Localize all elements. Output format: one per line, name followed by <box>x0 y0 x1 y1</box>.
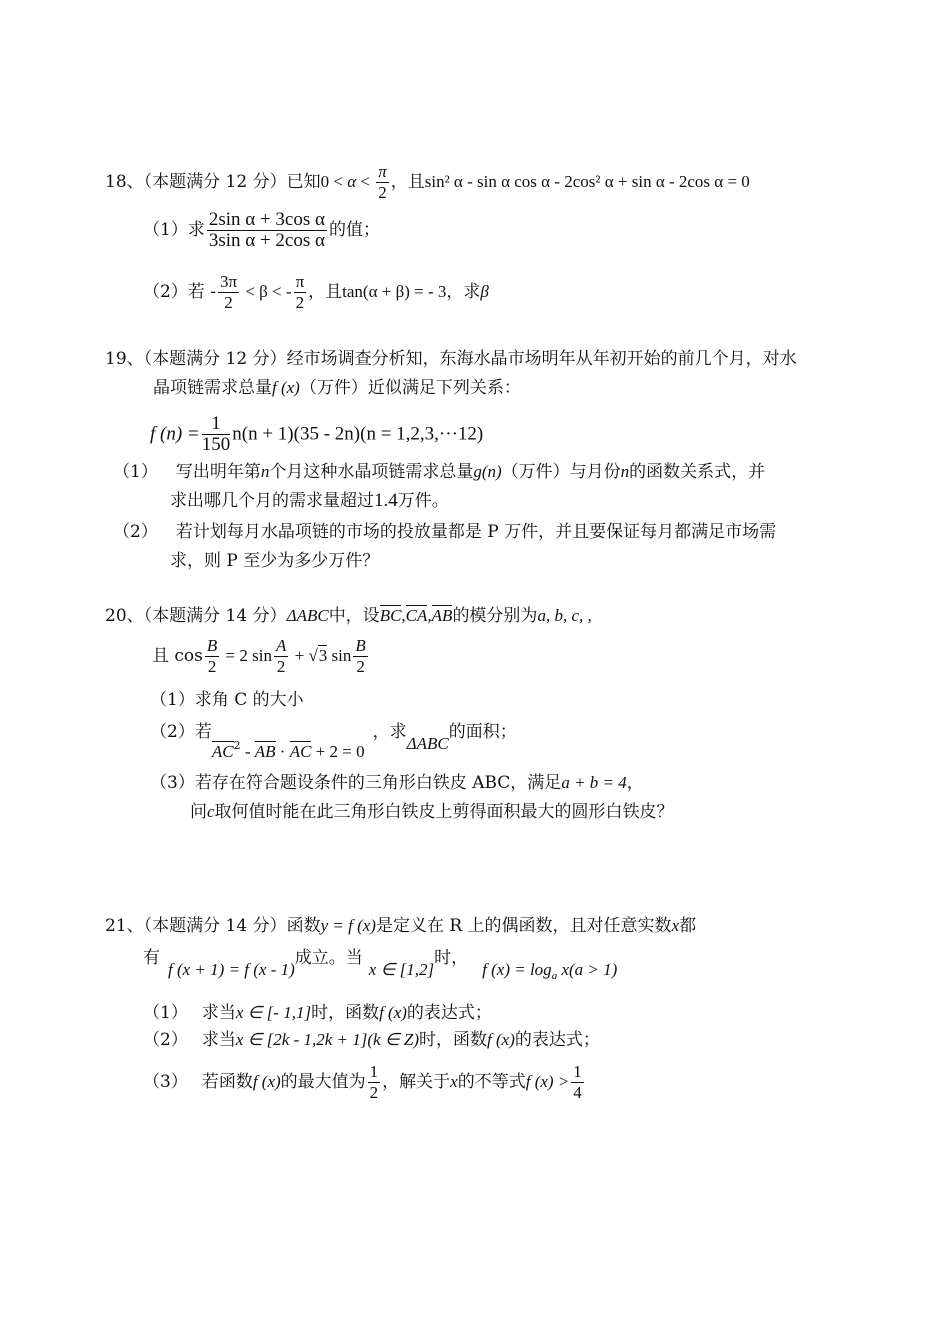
q19-line2-b: （万件）近似满足下列关系： <box>299 378 521 398</box>
q18-pi-over-2: $\frac{\pi}{2}$ <box>378 162 387 202</box>
q20-p3-tail: 取何值时能在此三角形白铁皮上剪得面积最大的圆形白铁皮？ <box>214 802 674 822</box>
q20-part3-line2 <box>190 800 674 824</box>
q21-p2-b: 时，函数 <box>419 1030 488 1050</box>
q19-p1-b: 个月这种水晶项链需求总量 <box>269 462 474 482</box>
q21-p1-a: 求当 <box>201 1003 236 1023</box>
q19-number: 19、 <box>105 349 144 369</box>
q21-header-c: 都 <box>679 916 697 936</box>
q20-p1: （1）求角 C 的大小 <box>150 690 304 710</box>
q20-header-a: （本题满分 14 分） <box>143 606 287 626</box>
q20-vec-bc: BC <box>379 606 402 625</box>
q19-p1-label: （1） <box>113 462 158 482</box>
q19-line2-f: f (x) <box>272 378 300 397</box>
q19-line1-text: （本题满分 12 分）经市场调查分析知，东海水晶市场明年从年初开始的前几个月，对水 <box>143 349 797 369</box>
q19-p2-line1: 若计划每月水晶项链的市场的投放量都是 P 万件，并且要保证每月都满足市场需 <box>175 522 777 542</box>
q19-p1-c: （万件）与月份 <box>501 462 621 482</box>
q21-p3-half: $\frac{1}{2}$ <box>369 1062 379 1102</box>
q20-condition: 且 cos $\frac{B}{2}$ = 2 sin $\frac{A}{2}$ + √3 sin $\frac{B}{2}$ <box>152 636 366 676</box>
q19-p1-val: 1.4 <box>374 490 398 511</box>
q20-p3-c: c <box>207 802 215 821</box>
q21-p3-x: x <box>450 1072 458 1091</box>
q21-header-a: （本题满分 14 分）函数 <box>143 916 321 936</box>
q18-part1 <box>143 210 380 251</box>
q21-p3-a: 若函数 <box>201 1072 253 1092</box>
q19-formula-frac: $\frac{1}{150}$ <box>201 413 231 455</box>
q20-frac-a: $\frac{A}{2}$ <box>275 636 287 676</box>
q20-tri: ΔABC <box>286 606 329 625</box>
q21-p3-label: （3） <box>143 1072 188 1092</box>
q18-p2-label: （2）若 - <box>143 282 216 302</box>
q20-frac-b2: $\frac{B}{2}$ <box>355 636 366 676</box>
q19-p1-a: 写出明年第 <box>175 462 261 482</box>
q21-p2-f: f (x) <box>487 1030 515 1049</box>
q18-cond-pre: 0 < <box>320 172 348 191</box>
q18-p2-end: ，求 <box>446 282 481 302</box>
q21-p2-label: （2） <box>143 1030 188 1050</box>
q20-p3-b: 问 <box>190 802 207 822</box>
q19-p2-line2: 求，则 P 至少为多少万件？ <box>170 551 380 571</box>
q21-part2 <box>143 1028 600 1052</box>
q21-line1 <box>105 914 696 938</box>
q19-line1 <box>105 347 797 371</box>
q19-part1-line2 <box>170 489 449 513</box>
q20-part1 <box>150 688 304 712</box>
q19-line2 <box>153 376 521 400</box>
q21-p3-b: 的最大值为 <box>280 1072 366 1092</box>
q20-p2-expr: $AC^2$ - AB · AC + 2 = 0 <box>211 739 365 761</box>
q19-formula-rhs: n(n + 1)(35 - 2n)(n = 1,2,3,···12) <box>232 423 484 445</box>
q19-part2-line2 <box>170 549 379 573</box>
q18-p1-label: （1）求 <box>143 220 205 240</box>
q21-line2-eq: f (x + 1) = f (x - 1) <box>168 960 295 979</box>
q20-p2-tri: ΔABC <box>406 734 449 753</box>
q19-p1-line2b: 万件。 <box>397 491 449 511</box>
q18-p2-beta: β <box>480 282 489 301</box>
q21-x: x <box>671 916 680 935</box>
q20-cond-sin: sin <box>327 646 352 665</box>
q20-p3-a: （3）若存在符合题设条件的三角形白铁皮 ABC，满足 <box>150 773 562 793</box>
q18-and: ，且 <box>390 172 425 192</box>
q21-p1-c: 的表达式； <box>406 1003 492 1023</box>
q21-p3-d: 的不等式 <box>457 1072 526 1092</box>
q21-p3-f: f (x) <box>252 1072 281 1091</box>
q20-abc: a, b, c, , <box>537 606 592 625</box>
q21-p3-ineq: f (x) > <box>525 1072 570 1091</box>
q20-frac-b1: $\frac{B}{2}$ <box>206 636 218 676</box>
q21-line2-a: 有 <box>143 948 160 968</box>
q21-number: 21、 <box>105 916 144 936</box>
q21-line2 <box>143 946 617 988</box>
q20-vec-ca: CA <box>405 606 428 625</box>
q20-p3-comma: ， <box>626 773 644 793</box>
q18-header: （本题满分 12 分）已知 <box>143 172 321 192</box>
q19-p1-n2: n <box>620 462 630 481</box>
q18-line1 <box>105 162 750 203</box>
q20-p2-ask: ，求 <box>372 722 407 742</box>
q21-p1-f: f (x) <box>379 1003 407 1022</box>
q21-p2-range: x ∈ [2k - 1,2k + 1](k ∈ Z) <box>235 1030 420 1049</box>
q20-p2-label: （2）若 <box>150 722 212 742</box>
q21-p3-c: ，解关于 <box>382 1072 451 1092</box>
q20-vec-ab: AB <box>431 606 453 625</box>
q18-p2-frac1: $\frac{3\pi}{2}$ <box>219 272 238 312</box>
q20-cond-eq: = 2 sin <box>221 646 272 665</box>
q21-part1 <box>143 1001 492 1025</box>
q20-part3-line1 <box>150 771 644 795</box>
q21-line2-f: f $(x) = \log_a x(a > 1)$ <box>482 960 618 982</box>
q18-cond-lt: < <box>356 172 375 191</box>
q20-sqrt3: 3 <box>318 646 328 665</box>
q20-p2-area: 的面积； <box>448 722 517 742</box>
q20-header-b: 中，设 <box>328 606 380 626</box>
q19-p1-g: g(n) <box>473 462 502 481</box>
q18-p2-eq: tan(α + β) = - 3 <box>342 282 447 301</box>
q20-header-c: 的模分别为 <box>452 606 538 626</box>
q19-p1-d: 的函数关系式，并 <box>629 462 766 482</box>
q19-p1-n: n <box>260 462 270 481</box>
q18-p2-tail: ，且 <box>308 282 343 302</box>
q18-equation: sin² α - sin α cos α - 2cos² α + sin α - 2cos α = 0 <box>424 172 750 191</box>
q18-p1-fraction: $\frac{\text{2sin α + 3cos α}}{\text{3sin α + 2cos α}}$ <box>208 209 325 251</box>
q19-p1-line2a: 求出哪几个月的需求量超过 <box>170 491 374 511</box>
q21-p1-range: x ∈ [- 1,1] <box>235 1003 312 1022</box>
q18-number: 18、 <box>105 172 144 192</box>
q18-part2 <box>143 272 489 313</box>
q18-p2-mid: < β < - <box>241 282 292 301</box>
q21-line2-b: 成立。当 <box>294 948 363 968</box>
q19-p2-label: （2） <box>113 522 158 542</box>
q21-line2-range: x ∈ [1,2] <box>368 960 435 979</box>
q21-line2-c: 时， <box>434 948 469 968</box>
q21-p1-label: （1） <box>143 1003 188 1023</box>
q19-line2-a: 晶项链需求总量 <box>153 378 272 398</box>
q21-part3 <box>143 1062 586 1103</box>
q19-part1-line1 <box>113 460 765 484</box>
q19-formula <box>150 414 483 455</box>
q21-y-eq: y = f (x) <box>320 916 376 935</box>
q20-line1: 20、（本题满分 14 分）ΔABC中，设BC,CA,AB的模分别为a, b, c, , <box>105 606 592 626</box>
q18-cond-alpha: α <box>347 172 357 191</box>
q21-p1-b: 时，函数 <box>311 1003 380 1023</box>
q19-part2-line1 <box>113 520 776 544</box>
q21-header-b: 是定义在 R 上的偶函数，且对任意实数 <box>375 916 672 936</box>
q20-cond-plus: + <box>290 646 309 665</box>
q18-p1-tail: 的值； <box>328 220 380 240</box>
q20-part2 <box>150 720 517 764</box>
q21-p2-a: 求当 <box>201 1030 236 1050</box>
q20-number: 20、 <box>105 606 144 626</box>
q21-p3-quarter: $\frac{1}{4}$ <box>573 1062 582 1102</box>
q21-p2-c: 的表达式； <box>514 1030 600 1050</box>
q18-p2-frac2: $\frac{\pi}{2}$ <box>295 272 305 312</box>
q20-cond-a: 且 cos <box>152 646 203 666</box>
q19-formula-lhs: f (n) = <box>150 423 200 445</box>
q20-p3-eq: a + b = 4 <box>561 773 627 792</box>
